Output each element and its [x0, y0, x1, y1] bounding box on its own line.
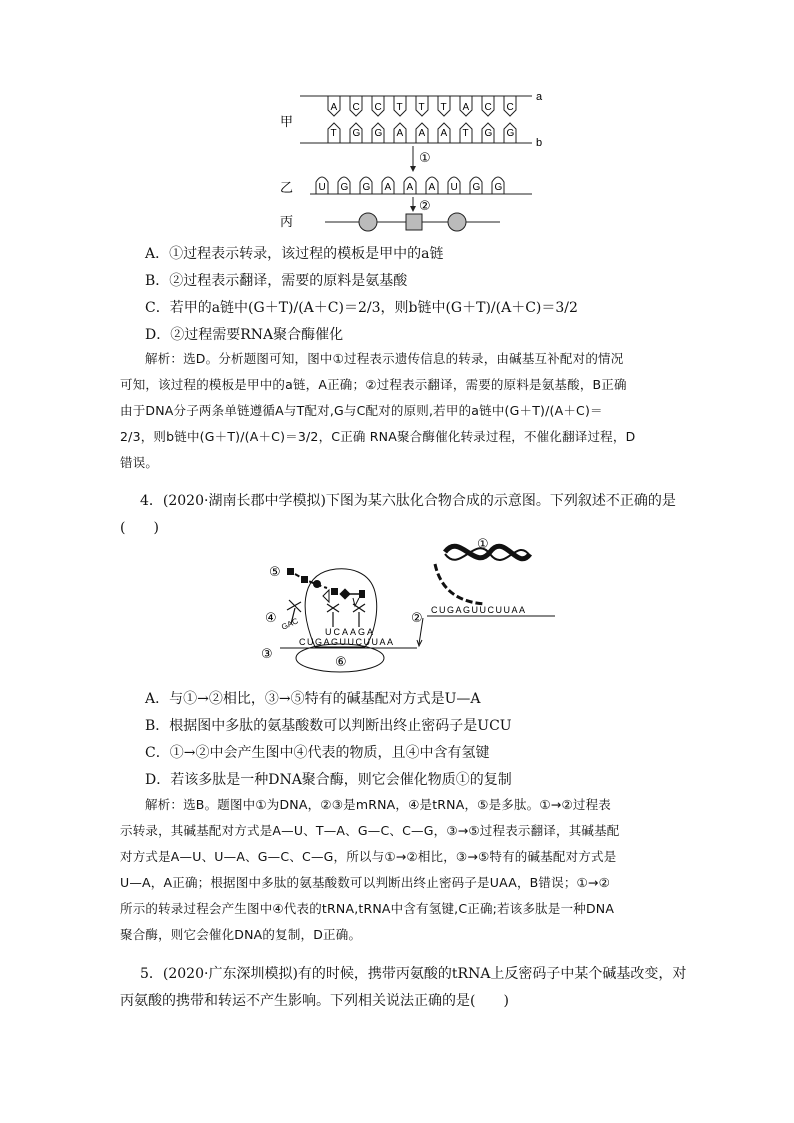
- q3-analysis-line: 由于DNA分子两条单链遵循A与T配对,G与C配对的原则,若甲的a链中(G＋T)/(A＋C)＝: [120, 403, 603, 418]
- amino-acid-circle: [359, 213, 377, 231]
- q4-analysis-line: U—A，A正确；根据图中多肽的氨基酸数可以判断出终止密码子是UAA，B错误；①→②: [120, 875, 611, 890]
- dna-bottom-base: A: [418, 128, 426, 139]
- figure-translation: [255, 532, 585, 680]
- strand-a-label: a: [536, 91, 543, 103]
- q5-stem-line: 丙氨酸的携带和转运不产生影响。下列相关说法正确的是( ): [120, 993, 509, 1009]
- dna-bottom-base: G: [484, 128, 493, 139]
- rna-base: G: [494, 182, 503, 193]
- dna-top-base: C: [352, 102, 360, 113]
- q4-option-d: D．若该多肽是一种DNA聚合酶，则它会催化物质①的复制: [145, 772, 512, 788]
- anticodon-row: UCAAGA: [325, 627, 376, 637]
- q3-option-d: D．②过程需要RNA聚合酶催化: [145, 327, 344, 343]
- q4-analysis-line: 对方式是A—U、U—A、G—C、C—G，所以与①→②相比，③→⑤特有的碱基配对方式是: [120, 849, 617, 864]
- q3-option-c: C．若甲的a链中(G＋T)/(A＋C)＝2/3，则b链中(G＋T)/(A＋C)＝3/2: [145, 300, 578, 316]
- q4-option-b: B．根据图中多肽的氨基酸数可以判断出终止密码子是UCU: [145, 718, 512, 734]
- q4-analysis-line: 解析：选B。题图中①为DNA，②③是mRNA，④是tRNA，⑤是多肽。①→②过程表: [145, 797, 611, 812]
- label-4: ④: [265, 610, 277, 625]
- rna-base: A: [406, 182, 414, 193]
- rna-base: G: [472, 182, 481, 193]
- label-yi: 乙: [280, 180, 294, 195]
- dna-top-base: A: [330, 102, 338, 113]
- dna-bottom-base: G: [352, 128, 361, 139]
- dna-top-base: T: [440, 102, 447, 113]
- q4-option-a: A．与①→②相比，③→⑤特有的碱基配对方式是U—A: [145, 691, 481, 707]
- dna-bottom-base: A: [440, 128, 448, 139]
- dna-top-base: T: [418, 102, 425, 113]
- figure-transcription-translation: [270, 86, 560, 234]
- step1-label: ①: [419, 150, 431, 165]
- q4-analysis-line: 所示的转录过程会产生图中④代表的tRNA,tRNA中含有氢键,C正确;若该多肽是一种DNA: [120, 901, 615, 916]
- label-1: ①: [477, 536, 489, 551]
- rna-base: A: [384, 182, 392, 193]
- q4-analysis-line: 聚合酶，则它会催化DNA的复制，D正确。: [120, 927, 362, 942]
- rna-base: U: [450, 182, 458, 193]
- mrna-left: CUGAGUUCUUAA: [299, 637, 395, 647]
- q3-analysis-line: 2/3，则b链中(G＋T)/(A＋C)＝3/2，C正确 RNA聚合酶催化转录过程，不催化翻译过程，D: [120, 429, 636, 444]
- label-jia: 甲: [280, 114, 294, 129]
- dna-top-base: C: [374, 102, 382, 113]
- dna-bottom-base: T: [330, 128, 337, 139]
- label-2: ②: [411, 610, 423, 625]
- q4-stem-line: 4．(2020·湖南长郡中学模拟)下图为某六肽化合物合成的示意图。下列叙述不正确的是: [140, 493, 676, 509]
- label-6: ⑥: [335, 654, 347, 669]
- strand-b-label: b: [536, 137, 543, 149]
- dna-bottom-base: G: [374, 128, 383, 139]
- label-bing: 丙: [280, 214, 294, 229]
- q5-stem-line: 5．(2020·广东深圳模拟)有的时候，携带丙氨酸的tRNA上反密码子中某个碱基改变，对: [140, 966, 687, 982]
- step2-label: ②: [419, 198, 431, 213]
- mrna-right: CUGAGUUCUUAA: [431, 605, 527, 615]
- rna-base: G: [362, 182, 371, 193]
- rna-base: U: [318, 182, 326, 193]
- q3-option-a: A．①过程表示转录，该过程的模板是甲中的a链: [145, 246, 444, 262]
- dna-top-base: C: [506, 102, 514, 113]
- q3-option-b: B．②过程表示翻译，需要的原料是氨基酸: [145, 273, 408, 289]
- dna-top-base: C: [484, 102, 492, 113]
- dna-bottom-base: G: [506, 128, 515, 139]
- label-3: ③: [261, 646, 273, 661]
- amino-acid-square: [406, 214, 422, 230]
- q3-analysis-line: 解析：选D。分析题图可知，图中①过程表示遗传信息的转录，由碱基互补配对的情况: [145, 351, 624, 366]
- q4-analysis-line: 示转录，其碱基配对方式是A—U、T—A、G—C、C—G，③→⑤过程表示翻译，其碱基配: [120, 823, 620, 838]
- q3-analysis-line: 错误。: [120, 455, 159, 470]
- dna-bottom-base: T: [462, 128, 469, 139]
- gac-label: GAC: [280, 616, 300, 632]
- amino-acid-circle: [448, 213, 466, 231]
- dna-bottom-base: A: [396, 128, 404, 139]
- rna-base: A: [428, 182, 436, 193]
- dna-top-base: T: [396, 102, 403, 113]
- q3-analysis-line: 可知，该过程的模板是甲中的a链，A正确；②过程表示翻译，需要的原料是氨基酸，B正确: [120, 377, 627, 392]
- rna-base: G: [340, 182, 349, 193]
- label-5: ⑤: [269, 564, 281, 579]
- dna-top-base: A: [462, 102, 470, 113]
- q4-option-c: C．①→②中会产生图中④代表的物质，且④中含有氢键: [145, 745, 490, 761]
- q4-stem-line: ( ): [120, 520, 159, 536]
